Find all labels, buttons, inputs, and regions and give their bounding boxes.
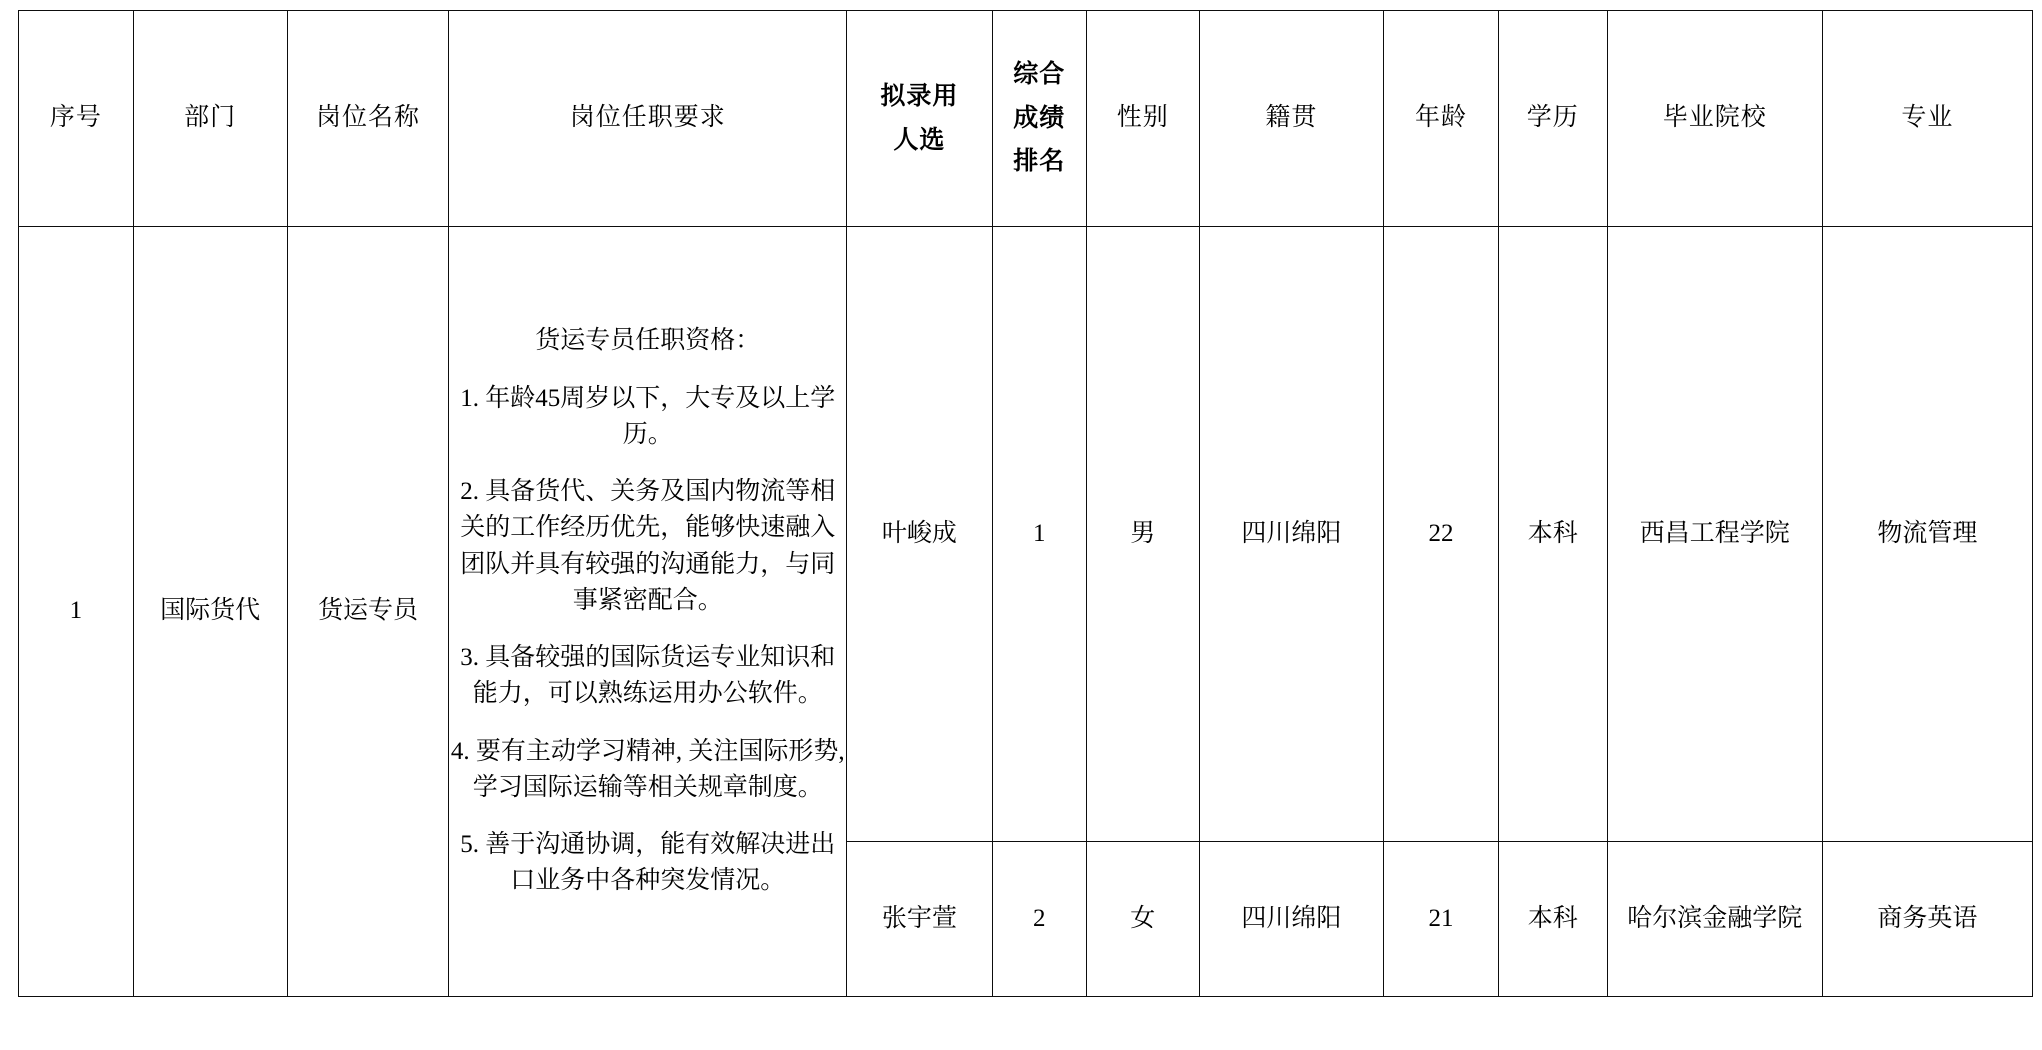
requirement-line: 3. 具备较强的国际货运专业知识和能力，可以熟练运用办公软件。 <box>460 644 836 708</box>
header-cell-no: 序号 <box>19 11 134 227</box>
header-cell-candidate <box>847 11 993 227</box>
header-cell-gender: 性别 <box>1086 11 1199 227</box>
requirement-line: 2. 具备货代、关务及国内物流等相关的工作经历优先，能够快速融入团队并具有较强的沟通能力，与同事紧密配合。 <box>460 478 836 614</box>
header-cell-department: 部门 <box>133 11 287 227</box>
header-cell-native-place: 籍贯 <box>1199 11 1383 227</box>
header-cell-education: 学历 <box>1498 11 1607 227</box>
cell-education: 本科 <box>1498 842 1607 997</box>
cell-native-place: 四川绵阳 <box>1199 227 1383 842</box>
recruitment-table <box>18 10 2033 997</box>
header-cell-requirements: 岗位任职要求 <box>449 11 847 227</box>
cell-major: 物流管理 <box>1822 227 2032 842</box>
header-cell-major: 专业 <box>1822 11 2032 227</box>
header-candidate-line-2: 人选 <box>893 126 946 154</box>
header-cell-position: 岗位名称 <box>287 11 449 227</box>
cell-school: 西昌工程学院 <box>1607 227 1822 842</box>
cell-requirements <box>449 227 847 997</box>
cell-rank: 1 <box>992 227 1086 842</box>
requirement-line: 5. 善于沟通协调，能有效解决进出口业务中各种突发情况。 <box>460 831 836 895</box>
header-cell-score-rank <box>992 11 1086 227</box>
requirement-line: 1. 年龄45周岁以下，大专及以上学历。 <box>460 384 836 448</box>
table-row <box>19 227 2033 842</box>
cell-candidate: 张宇萱 <box>847 842 993 997</box>
header-candidate-line-1: 拟录用 <box>880 82 959 110</box>
requirement-line: 货运专员任职资格： <box>535 327 761 355</box>
cell-candidate: 叶峻成 <box>847 227 993 842</box>
header-cell-age: 年龄 <box>1384 11 1499 227</box>
header-cell-school: 毕业院校 <box>1607 11 1822 227</box>
table-header-row <box>19 11 2033 227</box>
cell-age: 21 <box>1384 842 1499 997</box>
cell-rank: 2 <box>992 842 1086 997</box>
cell-age: 22 <box>1384 227 1499 842</box>
cell-no: 1 <box>19 227 134 997</box>
header-score-line-3: 排名 <box>1013 148 1066 176</box>
cell-gender: 女 <box>1086 842 1199 997</box>
cell-department: 国际货代 <box>133 227 287 997</box>
cell-education: 本科 <box>1498 227 1607 842</box>
cell-school: 哈尔滨金融学院 <box>1607 842 1822 997</box>
header-score-line-2: 成绩 <box>1013 104 1066 132</box>
cell-major: 商务英语 <box>1822 842 2032 997</box>
cell-position: 货运专员 <box>287 227 449 997</box>
cell-native-place: 四川绵阳 <box>1199 842 1383 997</box>
header-score-line-1: 综合 <box>1013 60 1066 88</box>
requirement-line: 4. 要有主动学习精神, 关注国际形势, 学习国际运输等相关规章制度。 <box>450 737 845 801</box>
cell-gender: 男 <box>1086 227 1199 842</box>
